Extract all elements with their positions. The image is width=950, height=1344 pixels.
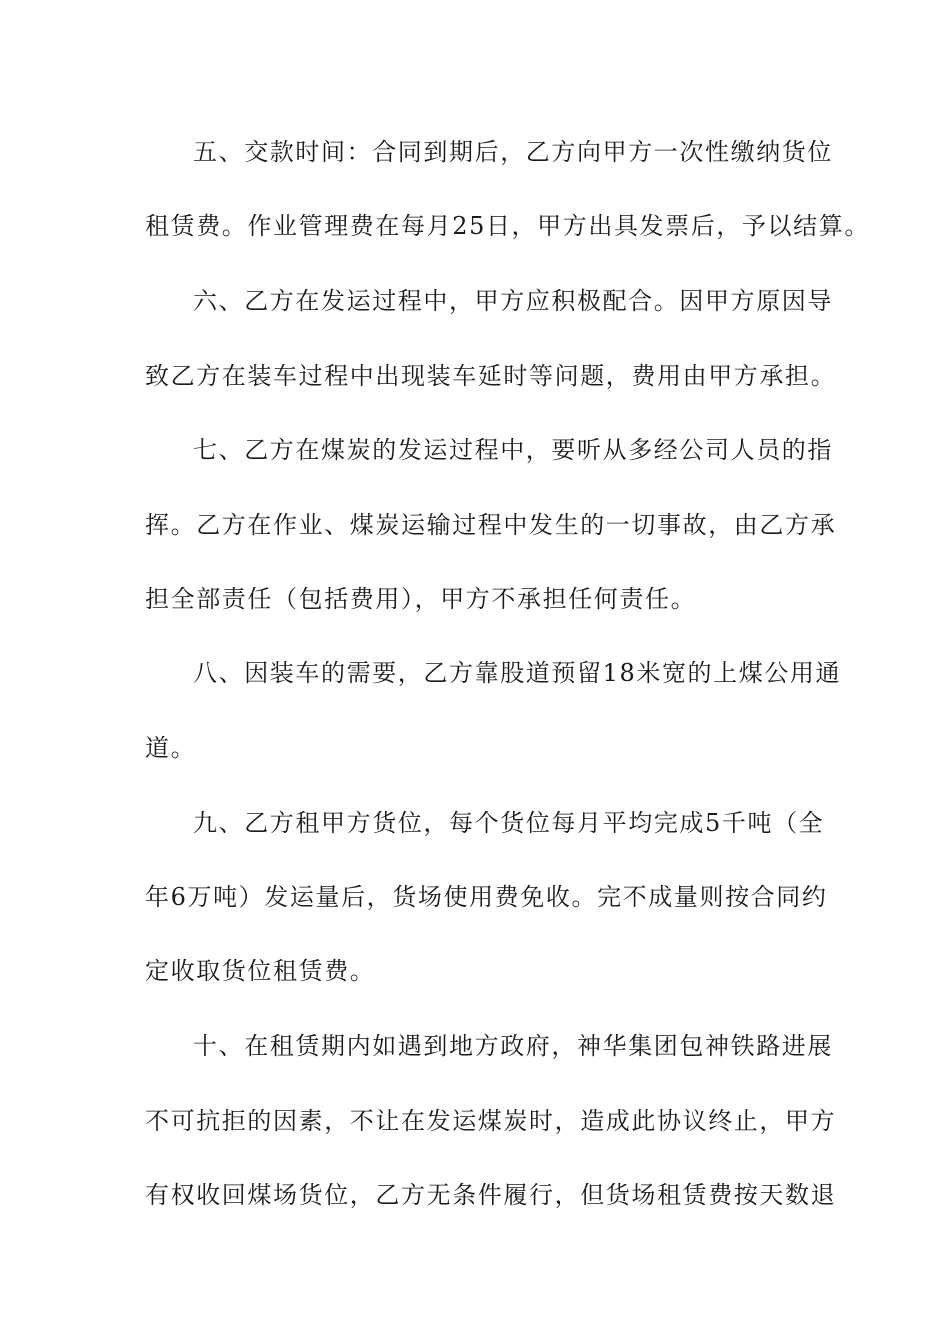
text-line: 定收取货位租赁费。 — [145, 957, 376, 985]
text-line: 挥。乙方在作业、煤炭运输过程中发生的一切事故，由乙方承 — [145, 511, 837, 539]
text-line: 七、乙方在煤炭的发运过程中，要听从多经公司人员的指 — [193, 436, 833, 464]
text-line: 年6万吨）发运量后，货场使用费免收。完不成量则按合同约 — [145, 883, 828, 911]
text-line: 道。 — [145, 734, 197, 762]
text-line: 致乙方在装车过程中出现装车延时等问题，费用由甲方承担。 — [145, 362, 837, 390]
text-line: 担全部责任（包括费用），甲方不承担任何责任。 — [145, 585, 697, 613]
text-line: 租赁费。作业管理费在每月25日，甲方出具发票后，予以结算。 — [145, 212, 870, 240]
text-line: 五、交款时间：合同到期后，乙方向甲方一次性缴纳货位 — [193, 138, 833, 166]
text-line: 不可抗拒的因素，不让在发运煤炭时，造成此协议终止，甲方 — [145, 1107, 837, 1135]
text-line: 十、在租赁期内如遇到地方政府，神华集团包神铁路进展 — [193, 1032, 833, 1060]
text-line: 九、乙方租甲方货位，每个货位每月平均完成5千吨（全 — [193, 809, 825, 837]
text-line: 有权收回煤场货位，乙方无条件履行，但货场租赁费按天数退 — [145, 1181, 837, 1209]
text-line: 八、因装车的需要，乙方靠股道预留18米宽的上煤公用通 — [193, 659, 842, 687]
text-line: 六、乙方在发运过程中，甲方应积极配合。因甲方原因导 — [193, 287, 833, 315]
